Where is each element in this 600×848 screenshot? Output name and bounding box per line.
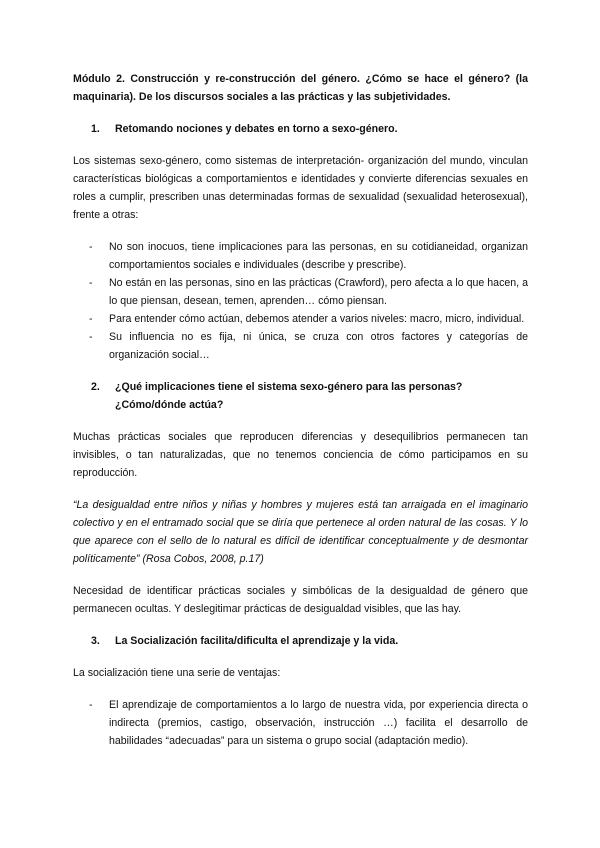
- block-quote: [73, 496, 528, 568]
- list-item-text: No están en las personas, sino en las prácticas (Crawford), pero afecta a lo que hacen, a lo que piensan, desean, temen, aprenden… cómo piensan.: [109, 277, 528, 307]
- section-number: 1.: [91, 123, 100, 135]
- module-title: Módulo 2. Construcción y re-construcción del género. ¿Cómo se hace el género? (la maquinaria). De los discursos sociales a las prácticas y las subjetividades.: [73, 73, 528, 103]
- dash-bullet: -: [89, 313, 93, 325]
- section-3-list: [73, 696, 528, 750]
- list-item-text: Su influencia no es fija, ni única, se cruza con otros factores y categorías de organización social…: [109, 331, 528, 361]
- section-3-intro: La socialización tiene una serie de ventajas:: [73, 667, 281, 679]
- section-2-paragraph-2: Necesidad de identificar prácticas sociales y simbólicas de la desigualdad de género que permanecen ocultas. Y deslegitimar prácticas de desigualdad visibles, que las hay.: [73, 585, 528, 615]
- list-item-text: Para entender cómo actúan, debemos atender a varios niveles: macro, micro, individual.: [109, 313, 525, 325]
- list-item: [89, 274, 528, 310]
- section-1-list: [73, 238, 528, 364]
- list-item: [89, 328, 528, 364]
- quote-citation: (Rosa Cobos, 2008, p.17): [142, 553, 264, 565]
- list-item: [89, 238, 528, 274]
- section-title: La Socialización facilita/dificulta el aprendizaje y la vida.: [115, 635, 399, 647]
- list-item: [89, 310, 528, 328]
- quote-text: “La desigualdad entre niños y niñas y hombres y mujeres está tan arraigada en el imaginario colectivo y en el entramado social que se diría que pertenece al orden natural de las cosas. Y lo que aparece con el sello de lo natural es difícil de identificar conceptualmente y de desmontar políticamente”: [73, 499, 528, 565]
- document-body: [73, 70, 528, 764]
- section-2-paragraph-1: Muchas prácticas sociales que reproducen diferencias y desequilibrios permanecen tan invisibles, o tan naturalizadas, que no tenemos conciencia de cómo participamos en su reproducción.: [73, 431, 528, 479]
- list-item-text: El aprendizaje de comportamientos a lo largo de nuestra vida, por experiencia directa o indirecta (premios, castigo, observación, instrucción …) facilita el desarrollo de habilidades “adecuadas” para un sistema o grupo social (adaptación medio).: [109, 699, 528, 747]
- dash-bullet: -: [89, 699, 93, 711]
- section-number: 2.: [91, 381, 100, 393]
- dash-bullet: -: [89, 331, 93, 343]
- section-number: 3.: [91, 635, 100, 647]
- list-item-text: No son inocuos, tiene implicaciones para las personas, en su cotidianeidad, organizan comportamientos sociales e individuales (describe y prescribe).: [109, 241, 528, 271]
- section-2-heading: [91, 378, 528, 414]
- section-3-heading: [91, 632, 528, 650]
- dash-bullet: -: [89, 277, 93, 289]
- section-1-heading: [91, 120, 528, 138]
- dash-bullet: -: [89, 241, 93, 253]
- section-title: ¿Qué implicaciones tiene el sistema sexo-género para las personas? ¿Cómo/dónde actúa?: [115, 381, 463, 411]
- section-title: Retomando nociones y debates en torno a sexo-género.: [115, 123, 398, 135]
- section-1-intro: Los sistemas sexo-género, como sistemas de interpretación- organización del mundo, vinculan características biológicas a comportamientos e identidades y convierte diferencias sexuales en roles a cumplir, prescriben unas determinadas formas de sexualidad (sexualidad heterosexual), frente a otras:: [73, 155, 528, 221]
- list-item: [89, 696, 528, 750]
